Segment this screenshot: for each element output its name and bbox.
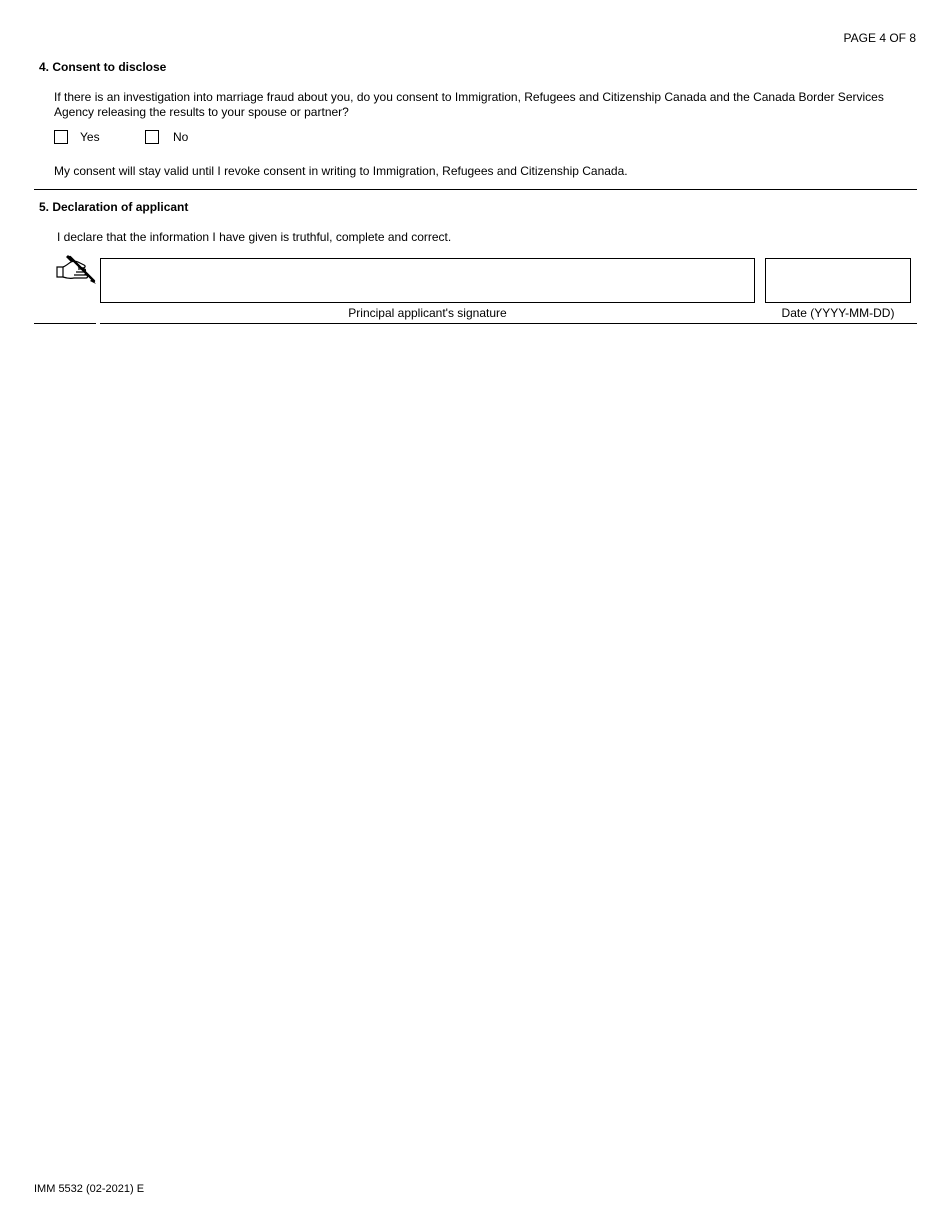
yes-checkbox[interactable]: [54, 130, 68, 144]
consent-note: My consent will stay valid until I revoke consent in writing to Immigration, Refugees and Citizenship Canada.: [54, 164, 628, 178]
signature-underline: [100, 323, 917, 324]
section-4-title: 4. Consent to disclose: [39, 60, 167, 74]
date-field[interactable]: [765, 258, 911, 303]
form-id: IMM 5532 (02-2021) E: [34, 1183, 145, 1195]
no-checkbox[interactable]: [145, 130, 159, 144]
signature-label: Principal applicant's signature: [348, 306, 507, 320]
page-number: PAGE 4 OF 8: [843, 31, 916, 45]
no-label: No: [173, 130, 189, 144]
signature-field[interactable]: [100, 258, 755, 303]
date-label: Date (YYYY-MM-DD): [781, 306, 895, 320]
declaration-statement: I declare that the information I have given is truthful, complete and correct.: [57, 230, 452, 244]
signature-underline-left: [34, 323, 96, 324]
yes-label: Yes: [80, 130, 100, 144]
section-divider: [34, 189, 917, 190]
consent-question: If there is an investigation into marriage fraud about you, do you consent to Immigration, Refugees and Citizenship Canada and the Canada Border Services Agency releasing the results to your spouse or partner?: [54, 90, 884, 119]
signing-hand-icon: [54, 253, 98, 285]
section-5-title: 5. Declaration of applicant: [39, 200, 189, 214]
